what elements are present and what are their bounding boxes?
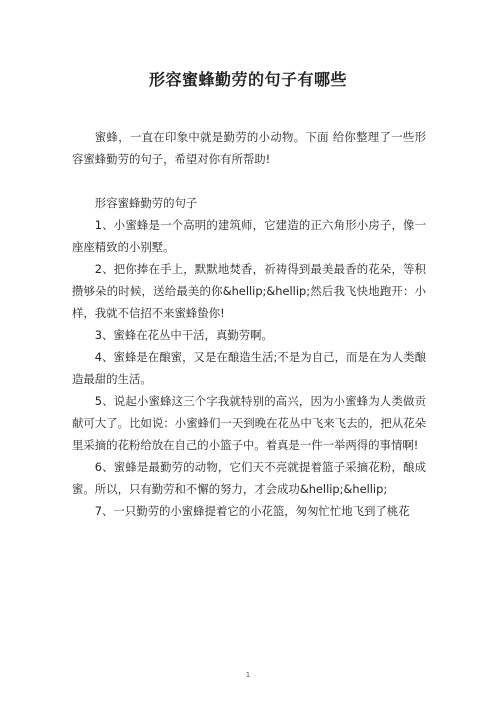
- list-item: 4、蜜蜂是在酿蜜，又是在酿造生活;不是为自己，而是在为人类酿造最甜的生活。: [72, 350, 426, 386]
- list-item: 5、说起小蜜蜂这三个字我就特别的高兴，因为小蜜蜂为人类做贡献可大了。比如说：小蜜蜂们一天到晚在花丛中飞来飞去的，把从花朵里采摘的花粉给放在自己的小篮子中。着真是一件一举两得的事情啊!: [72, 394, 426, 452]
- section-heading: 形容蜜蜂勤劳的句子: [94, 196, 198, 210]
- document-title: 形容蜜蜂勤劳的句子有哪些: [148, 70, 347, 89]
- document-body: [72, 126, 426, 522]
- list-item: 6、蜜蜂是最勤劳的动物，它们天不亮就提着篮子采摘花粉，酿成蜜。所以，只有勤劳和不懈的努力，才会成功&hellip;&hellip;: [72, 460, 426, 496]
- page-number: 1: [245, 671, 251, 679]
- list-item: 7、一只勤劳的小蜜蜂提着它的小花篮，匆匆忙忙地飞到了桃花: [94, 504, 410, 518]
- paragraph-spacer: [72, 170, 426, 192]
- list-item: 1、小蜜蜂是一个高明的建筑师，它建造的正六角形小房子，像一座座精致的小别墅。: [72, 218, 426, 254]
- list-item: 3、蜜蜂在花丛中干活，真勤劳啊。: [94, 328, 273, 342]
- intro-paragraph: 蜜蜂，一直在印象中就是勤劳的小动物。下面 给你整理了一些形容蜜蜂勤劳的句子，希望对你有所帮助!: [72, 130, 426, 166]
- list-item: 2、把你捧在手上，默默地焚香，祈祷得到最美最香的花朵，等积攒够朵的时候，送给最美的你&hellip;&hellip;然后我飞快地跑开：小样，我就不信招不来蜜蜂蛰你!: [72, 262, 426, 320]
